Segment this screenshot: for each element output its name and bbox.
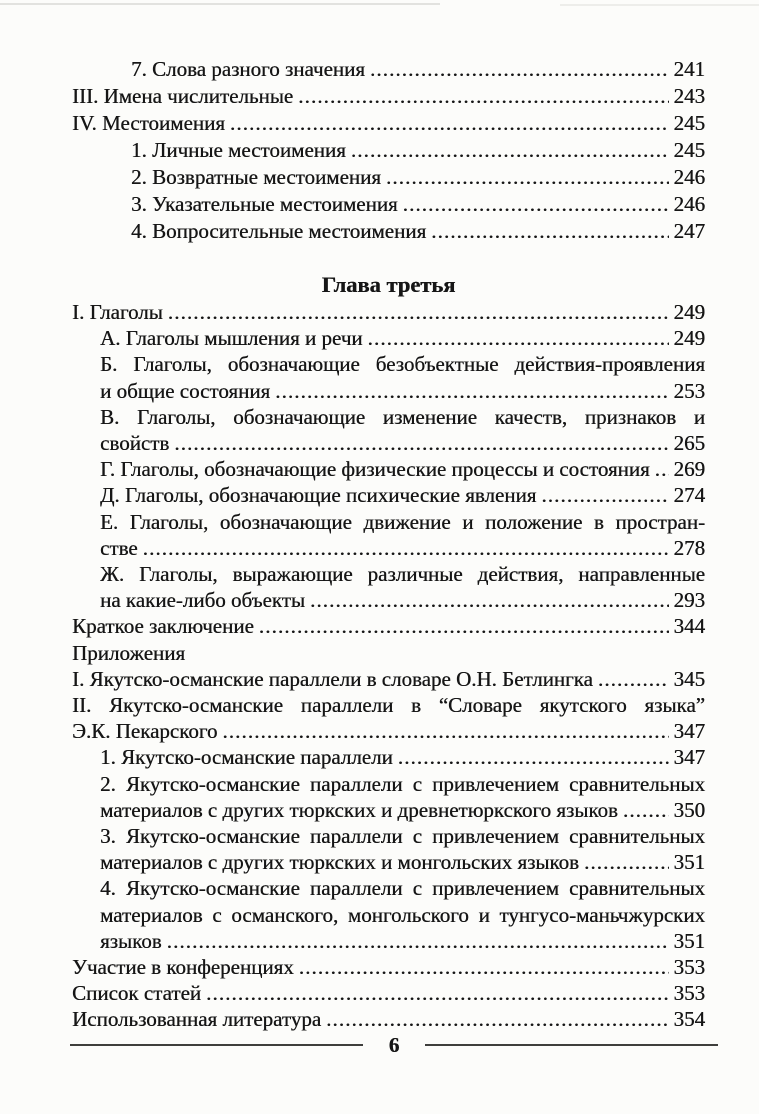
toc-page-number: 241 bbox=[673, 57, 705, 81]
dot-leader bbox=[174, 430, 668, 456]
toc-entry-label: 1. Личные местоимения bbox=[131, 138, 346, 162]
toc-entry-label: IV. Местоимения bbox=[72, 111, 225, 135]
dot-leader bbox=[259, 613, 669, 639]
toc-page-number: 293 bbox=[673, 588, 705, 613]
toc-entry-label: 3. Якутско-османские параллели с привлечением сравнительных bbox=[100, 824, 705, 849]
toc-entry-label: Г. Глаголы, обозначающие физические процессы и состояния bbox=[100, 457, 650, 482]
toc-entry-label: и общие состояния bbox=[100, 378, 271, 403]
toc-entry bbox=[72, 137, 705, 164]
toc-entry-label: материалов с османского, монгольского и тунгусо-маньчжурских bbox=[100, 902, 705, 927]
toc-entry-label: языков bbox=[100, 928, 162, 953]
toc-entry bbox=[72, 928, 705, 954]
toc-entry-label: В. Глаголы, обозначающие изменение качеств, признаков и bbox=[100, 404, 705, 429]
toc-entry bbox=[72, 954, 705, 980]
dot-leader bbox=[299, 954, 669, 980]
toc-entry-label: материалов с других тюркских и монгольских языков bbox=[100, 850, 579, 875]
toc-page-number: 253 bbox=[673, 378, 705, 403]
toc-entry bbox=[72, 587, 705, 613]
toc-page-number: 247 bbox=[673, 219, 705, 243]
toc-page-number: 249 bbox=[673, 326, 705, 351]
toc-entry bbox=[72, 351, 705, 377]
toc-entry bbox=[72, 325, 705, 351]
dot-leader bbox=[168, 299, 669, 325]
dot-leader bbox=[623, 797, 669, 823]
toc-entry bbox=[72, 613, 705, 639]
toc-section-bottom bbox=[72, 299, 705, 1033]
toc-entry-label: Список статей bbox=[72, 981, 202, 1006]
toc-entry bbox=[72, 980, 705, 1006]
toc-entry bbox=[72, 535, 705, 561]
toc-entry-label: 4. Вопросительные местоимения bbox=[131, 219, 427, 243]
dot-leader bbox=[230, 110, 669, 137]
toc-entry-label: Е. Глаголы, обозначающие движение и положение в простран- bbox=[100, 509, 705, 534]
toc-page-number: 249 bbox=[673, 300, 705, 324]
toc-entry bbox=[72, 849, 705, 875]
toc-entry bbox=[72, 218, 705, 245]
toc-entry-label: 2. Возвратные местоимения bbox=[131, 165, 381, 189]
toc-entry-label: 7. Слова разного значения bbox=[131, 57, 365, 81]
page-number: 6 bbox=[388, 1032, 400, 1057]
toc-entry bbox=[72, 561, 705, 587]
toc-page-number: 350 bbox=[673, 797, 705, 822]
toc-entry bbox=[72, 640, 705, 666]
toc-entry bbox=[72, 404, 705, 430]
toc-entry-label: 1. Якутско-османские параллели bbox=[100, 745, 393, 770]
chapter-heading: Глава третья bbox=[321, 272, 456, 297]
dot-leader bbox=[326, 1006, 668, 1032]
toc-entry bbox=[72, 378, 705, 404]
toc-page-number: 354 bbox=[673, 1007, 705, 1032]
dot-leader bbox=[310, 587, 669, 613]
toc-page-number: 347 bbox=[673, 745, 705, 770]
toc-entry bbox=[72, 902, 705, 928]
toc-entry-label: Ж. Глаголы, выражающие различные действия, направленные bbox=[100, 562, 705, 587]
toc-page-number: 246 bbox=[673, 165, 705, 189]
scan-edge-artifact bbox=[0, 3, 440, 5]
toc-entry bbox=[72, 875, 705, 901]
toc-entry-label: Участие в конференциях bbox=[72, 955, 294, 980]
toc-page-number: 344 bbox=[673, 614, 705, 639]
toc-page-number: 243 bbox=[673, 84, 705, 108]
toc-entry-label: 4. Якутско-османские параллели с привлечением сравнительных bbox=[100, 876, 705, 901]
toc-page-number: 351 bbox=[673, 928, 705, 953]
toc-entry bbox=[72, 110, 705, 137]
scan-edge-artifact bbox=[560, 4, 759, 6]
dot-leader bbox=[403, 191, 669, 218]
toc-entry-label: Краткое заключение bbox=[72, 614, 254, 639]
table-of-contents bbox=[72, 56, 705, 1033]
dot-leader bbox=[206, 980, 668, 1006]
toc-entry-label: 2. Якутско-османские параллели с привлечением сравнительных bbox=[100, 771, 705, 796]
toc-page-number: 245 bbox=[673, 138, 705, 162]
toc-entry-label: 3. Указательные местоимения bbox=[131, 192, 398, 216]
toc-entry bbox=[72, 56, 705, 83]
toc-page-number: 274 bbox=[673, 483, 705, 508]
toc-entry-label: материалов с других тюркских и древнетюркского языков bbox=[100, 797, 618, 822]
toc-entry bbox=[72, 456, 705, 482]
dot-leader bbox=[222, 718, 668, 744]
dot-leader bbox=[598, 666, 669, 692]
dot-leader bbox=[143, 535, 669, 561]
dot-leader bbox=[275, 378, 668, 404]
toc-entry-label: стве bbox=[100, 535, 138, 560]
toc-page-number: 265 bbox=[673, 431, 705, 456]
toc-entry bbox=[72, 744, 705, 770]
toc-entry-label: Э.К. Пекарского bbox=[72, 719, 218, 744]
toc-entry-label: Использованная литература bbox=[72, 1007, 322, 1032]
toc-entry-label: II. Якутско-османские параллели в “Словаре якутского языка” bbox=[72, 693, 705, 718]
dot-leader bbox=[584, 849, 669, 875]
toc-entry bbox=[72, 823, 705, 849]
dot-leader bbox=[167, 928, 669, 954]
footer-rule-right bbox=[425, 1044, 718, 1046]
toc-page-number: 347 bbox=[673, 719, 705, 744]
dot-leader bbox=[386, 164, 669, 191]
toc-entry bbox=[72, 191, 705, 218]
dot-leader bbox=[351, 137, 669, 164]
toc-entry bbox=[72, 797, 705, 823]
toc-entry bbox=[72, 666, 705, 692]
toc-entry-label: на какие-либо объекты bbox=[100, 588, 305, 613]
toc-page-number: 353 bbox=[673, 981, 705, 1006]
toc-entry bbox=[72, 430, 705, 456]
dot-leader bbox=[370, 56, 669, 83]
toc-entry bbox=[72, 692, 705, 718]
toc-entry-label: III. Имена числительные bbox=[72, 84, 294, 108]
toc-entry bbox=[72, 509, 705, 535]
dot-leader bbox=[431, 218, 668, 245]
dot-leader bbox=[368, 325, 669, 351]
toc-page-number: 353 bbox=[673, 955, 705, 980]
toc-page-number: 246 bbox=[673, 192, 705, 216]
toc-entry-label: Д. Глаголы, обозначающие психические явления bbox=[100, 483, 537, 508]
toc-page-number: 245 bbox=[673, 111, 705, 135]
toc-entry bbox=[72, 1006, 705, 1032]
toc-entry bbox=[72, 299, 705, 325]
toc-entry-label: свойств bbox=[100, 431, 170, 456]
toc-entry bbox=[72, 83, 705, 110]
toc-section-top bbox=[72, 56, 705, 245]
toc-entry-label: Б. Глаголы, обозначающие безобъектные действия-проявления bbox=[100, 352, 705, 377]
page-footer bbox=[70, 1030, 718, 1060]
toc-entry-label: Приложения bbox=[72, 640, 186, 665]
toc-page-number: 269 bbox=[673, 457, 705, 482]
toc-entry-label: А. Глаголы мышления и речи bbox=[100, 326, 363, 351]
toc-entry-label: I. Якутско-османские параллели в словаре О.Н. Бетлингка bbox=[72, 666, 593, 691]
dot-leader bbox=[541, 482, 668, 508]
dot-leader bbox=[398, 744, 669, 770]
toc-entry bbox=[72, 482, 705, 508]
toc-page-number: 351 bbox=[673, 850, 705, 875]
dot-leader bbox=[298, 83, 668, 110]
toc-page-number: 345 bbox=[673, 666, 705, 691]
toc-page-number: 278 bbox=[673, 535, 705, 560]
dot-leader bbox=[655, 456, 669, 482]
toc-entry bbox=[72, 718, 705, 744]
toc-entry bbox=[72, 164, 705, 191]
toc-entry bbox=[72, 771, 705, 797]
footer-rule-left bbox=[70, 1044, 363, 1046]
toc-entry-label: I. Глаголы bbox=[72, 300, 163, 324]
